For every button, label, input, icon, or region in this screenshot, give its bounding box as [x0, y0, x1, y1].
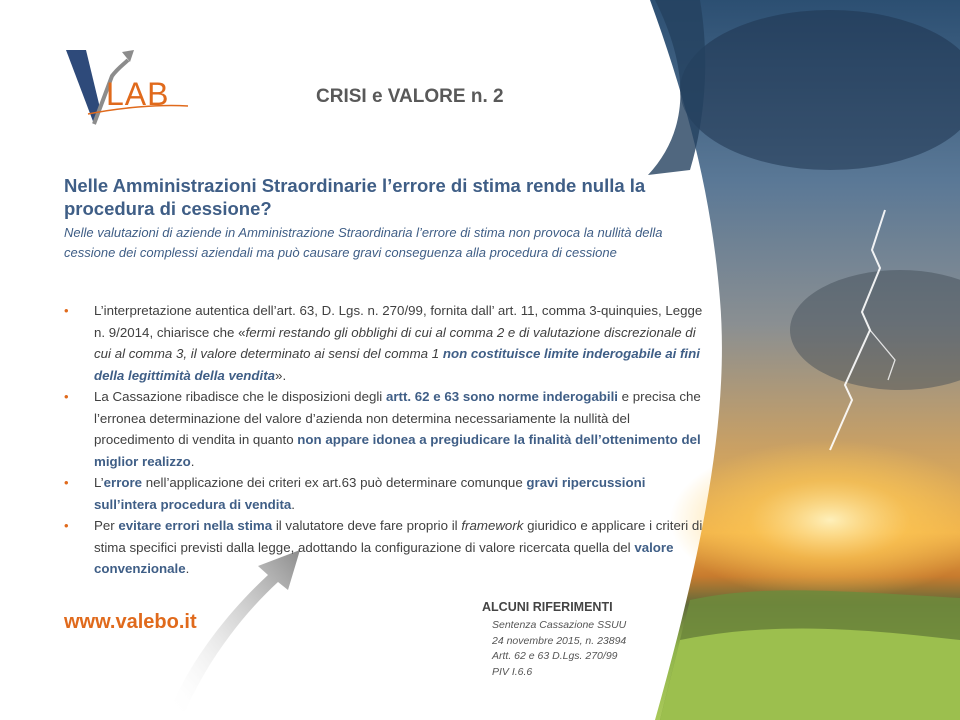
bullet-text: L’interpretazione autentica dell’art. 63, D. Lgs. n. 270/99, fornita dall’ art. 11, comma 3-quinquies, Legge n. 9/2014, chiarisce che « [94, 303, 703, 340]
bullet-text: il valutatore deve fare proprio il [272, 518, 462, 533]
bullet-text-italic: framework [461, 518, 524, 533]
bullet-text: giuridico e applicare i criteri di stima specifici previsti dalla legge, adottando la configurazione di valore ricercata quella del [94, 518, 703, 555]
bullet-dot-icon: • [64, 389, 69, 404]
bullet-text-highlight: evitare errori nella stima [118, 518, 273, 533]
references-title: ALCUNI RIFERIMENTI [482, 600, 613, 614]
bullet-dot-icon: • [64, 475, 69, 490]
references-list [492, 618, 626, 680]
bullet-list [64, 300, 704, 580]
subtitle: Nelle valutazioni di aziende in Amministrazione Straordinaria l’errore di stima non provoca la nullità della cessione dei complessi aziendali ma può causare gravi conseguenza alla procedura di cessione [64, 225, 663, 260]
bullet-item [64, 515, 704, 580]
bullet-text-italic: fermi restando gli obblighi di cui al comma 2 e di valutazione discrezionale di cui al comma 3, il valore determinato ai sensi del comma 1 [94, 324, 696, 361]
reference-item: PIV I.6.6 [492, 665, 533, 678]
bullet-text-highlight: non costituisce limite inderogabile ai fini della legittimità della vendita [94, 346, 700, 383]
bullet-text: . [291, 496, 295, 512]
bullet-text: nell’applicazione dei criteri ex art.63 può determinare comunque [142, 475, 527, 490]
bullet-text-highlight: artt. 62 e 63 sono norme inderogabili [385, 389, 618, 404]
reference-item: Sentenza Cassazione SSUU [492, 619, 627, 631]
website-link[interactable]: www.valebo.it [64, 611, 197, 633]
logo-text: LAB [106, 76, 170, 112]
reference-item: Artt. 62 e 63 D.Lgs. 270/99 [492, 650, 618, 662]
bullet-text-highlight: errore [103, 475, 143, 490]
bullet-text: ». [275, 367, 287, 383]
bullet-item [64, 386, 704, 472]
bullet-text-highlight: non appare idonea a pregiudicare la finalità dell’ottenimento del miglior realizzo [94, 432, 701, 469]
bullet-item [64, 472, 704, 515]
reference-item: 24 novembre 2015, n. 23894 [492, 634, 627, 647]
bullet-text: e precisa che l’erronea determinazione del valore d’azienda non determina necessariamente la nullità del procedimento di vendita in quanto [94, 389, 701, 447]
bullet-text-highlight: valore convenzionale [94, 539, 674, 576]
bullet-text: Per [94, 518, 119, 533]
headline: Nelle Amministrazioni Straordinarie l’errore di stima rende nulla la procedura di cessione? [64, 175, 646, 219]
deck-title: CRISI e VALORE n. 2 [316, 86, 504, 107]
bullet-text-highlight: gravi ripercussioni sull’intera procedura di vendita [94, 475, 646, 512]
bullet-text: La Cassazione ribadisce che le disposizioni degli [94, 389, 386, 404]
bullet-dot-icon: • [64, 303, 69, 318]
bullet-dot-icon: • [64, 518, 69, 533]
bullet-item [64, 300, 704, 386]
bullet-text: L’ [94, 475, 104, 490]
bullet-text: . [190, 453, 195, 469]
bullet-text: . [185, 561, 190, 576]
